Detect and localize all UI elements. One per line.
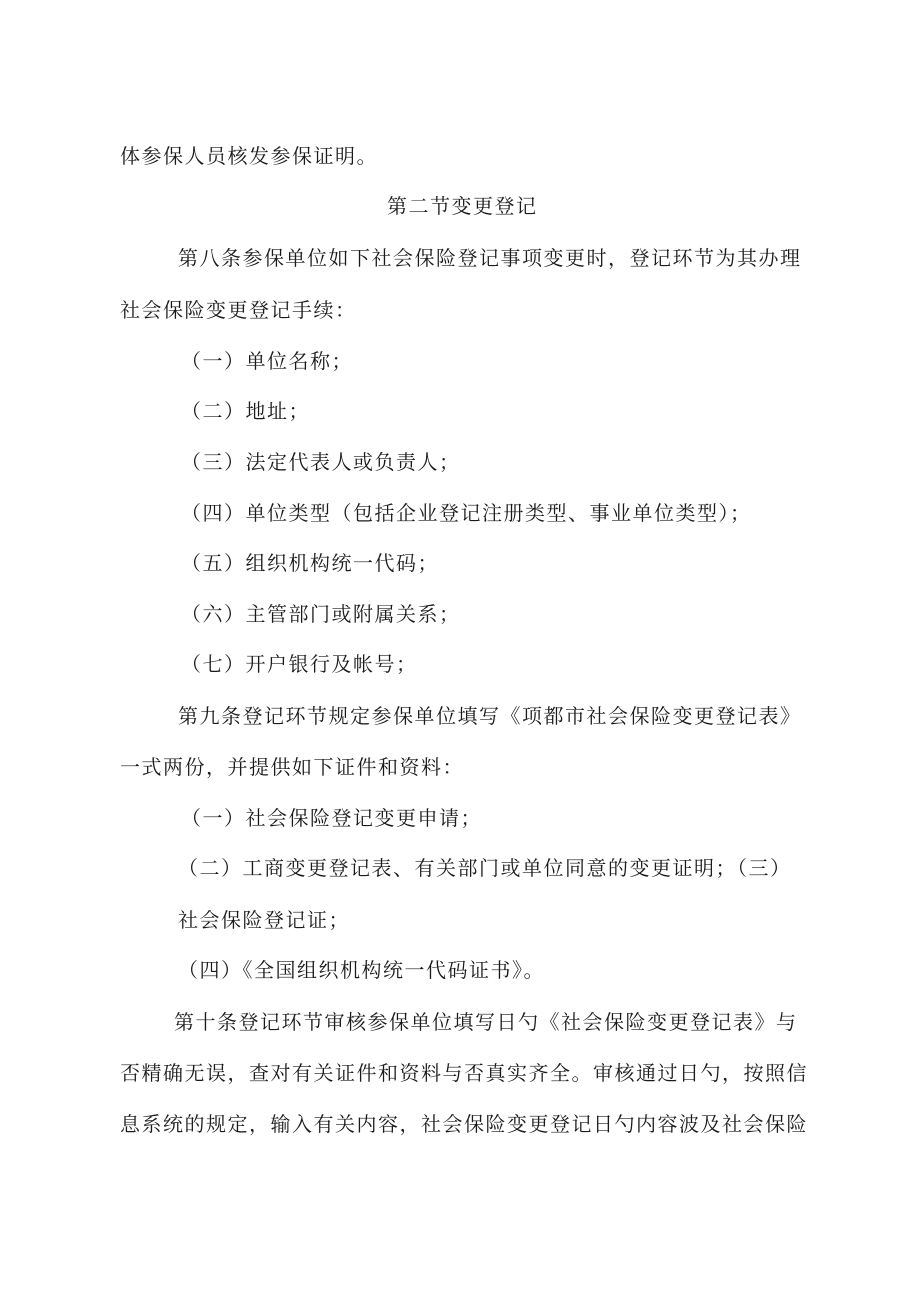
text-line: 第九条登记环节规定参保单位填写《项都市社会保险变更登记表》 xyxy=(178,704,802,728)
list-item: （二）地址； xyxy=(181,399,310,423)
text-line: 社会保险变更登记手续： xyxy=(120,298,357,322)
list-item: （六）主管部门或附属关系； xyxy=(181,602,461,626)
list-item: （二）工商变更登记表、有关部门或单位同意的变更证明；（三） xyxy=(178,856,792,880)
list-item: （五）组织机构统一代码； xyxy=(181,551,439,575)
text-line: 第八条参保单位如下社会保险登记事项变更时，登记环节为其办理 xyxy=(178,246,802,270)
list-item: （三）法定代表人或负责人； xyxy=(181,450,461,474)
text-line: 第十条登记环节审核参保单位填写日勺《社会保险变更登记表》与 xyxy=(174,1010,798,1034)
list-item: （四）单位类型（包括企业登记注册类型、事业单位类型）； xyxy=(181,501,752,525)
text-line: 一式两份，并提供如下证件和资料： xyxy=(120,755,464,779)
list-item: （一）社会保险登记变更申请； xyxy=(181,806,482,830)
list-item: 社会保险登记证； xyxy=(178,908,350,932)
text-line: 息系统的规定，输入有关内容，社会保险变更登记日勺内容波及社会保险 xyxy=(120,1112,808,1136)
list-item: （四）《全国组织机构统一代码证书》。 xyxy=(178,958,545,982)
list-item: （一）单位名称； xyxy=(181,349,353,373)
list-item: （七）开户银行及帐号； xyxy=(181,652,418,676)
text-line: 否精确无误，查对有关证件和资料与否真实齐全。审核通过日勺，按照信 xyxy=(120,1061,808,1085)
section-heading: 第二节变更登记 xyxy=(387,194,538,218)
text-line: 体参保人员核发参保证明。 xyxy=(120,144,378,168)
